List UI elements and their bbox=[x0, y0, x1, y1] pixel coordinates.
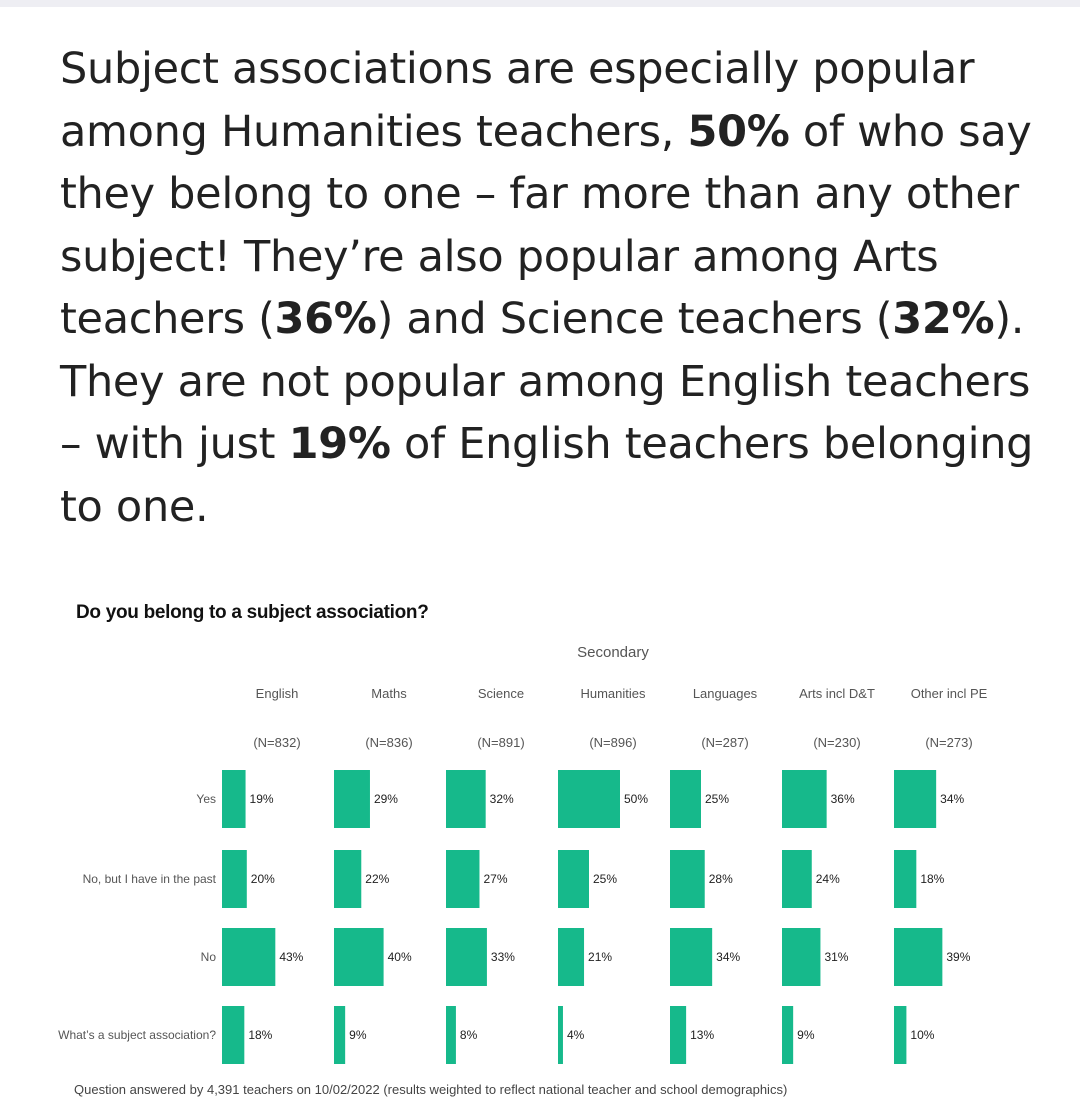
bar-value-label: 32% bbox=[489, 792, 514, 806]
panel-n-label: (N=836) bbox=[365, 735, 413, 750]
row-label: What’s a subject association? bbox=[58, 1028, 216, 1042]
chart-title: Do you belong to a subject association? bbox=[76, 602, 429, 623]
bar bbox=[446, 770, 486, 828]
bar bbox=[894, 850, 916, 908]
bar bbox=[334, 1006, 345, 1064]
bar-value-label: 20% bbox=[250, 872, 275, 886]
bar bbox=[222, 928, 275, 986]
bar-value-label: 19% bbox=[249, 792, 274, 806]
bar bbox=[446, 1006, 456, 1064]
bar-value-label: 29% bbox=[373, 792, 398, 806]
bar bbox=[670, 770, 701, 828]
bar-value-label: 25% bbox=[593, 872, 618, 886]
bar-value-label: 10% bbox=[910, 1028, 935, 1042]
bar-value-label: 50% bbox=[624, 792, 649, 806]
panel-n-label: (N=287) bbox=[701, 735, 749, 750]
bar-value-label: 28% bbox=[708, 872, 733, 886]
bar-value-label: 9% bbox=[797, 1028, 815, 1042]
headline-run: of English teachers belonging to one. bbox=[60, 419, 1034, 532]
bar-value-label: 18% bbox=[920, 872, 945, 886]
bar-value-label: 21% bbox=[588, 950, 613, 964]
bar bbox=[894, 1006, 906, 1064]
headline-highlight: 19% bbox=[288, 419, 391, 469]
bar-value-label: 4% bbox=[566, 1028, 585, 1042]
bar bbox=[782, 770, 827, 828]
bar-value-label: 40% bbox=[387, 950, 412, 964]
panel-header: English bbox=[255, 686, 299, 701]
panel-header: Other incl PE bbox=[910, 686, 988, 701]
bar bbox=[558, 1006, 563, 1064]
bar bbox=[446, 850, 479, 908]
panel-n-label: (N=832) bbox=[253, 735, 301, 750]
headline-run: Subject associations are especially popular among Humanities teachers, bbox=[60, 44, 975, 157]
panel-n-label: (N=896) bbox=[589, 735, 637, 750]
headline-run: of who say they belong to one – far more than any other subject! They’re also popular among Arts teachers ( bbox=[60, 106, 1032, 344]
bar bbox=[782, 850, 812, 908]
bar bbox=[894, 928, 942, 986]
row-label: No bbox=[200, 950, 216, 964]
headline-run: ) and Science teachers ( bbox=[376, 294, 893, 344]
bar bbox=[670, 1006, 686, 1064]
bar bbox=[334, 928, 384, 986]
panel-n-label: (N=273) bbox=[925, 735, 973, 750]
panel-n-label: (N=230) bbox=[813, 735, 861, 750]
bar bbox=[558, 770, 620, 828]
panel-n-label: (N=891) bbox=[477, 735, 525, 750]
row-label: Yes bbox=[196, 792, 216, 806]
panel-header: Maths bbox=[371, 686, 407, 701]
bar bbox=[222, 1006, 244, 1064]
bar bbox=[334, 850, 361, 908]
bar bbox=[222, 850, 247, 908]
headline-run: ). They are not popular among English teachers – with just bbox=[60, 294, 1031, 469]
bar-value-label: 13% bbox=[690, 1028, 715, 1042]
bar bbox=[670, 850, 705, 908]
row-label: No, but I have in the past bbox=[82, 872, 216, 886]
bar-value-label: 34% bbox=[716, 950, 741, 964]
headline-highlight: 36% bbox=[274, 294, 377, 344]
bar-value-label: 8% bbox=[459, 1028, 478, 1042]
bar-value-label: 39% bbox=[946, 950, 971, 964]
bar-value-label: 36% bbox=[830, 792, 855, 806]
panel-header: Humanities bbox=[580, 686, 646, 701]
bar-value-label: 18% bbox=[248, 1028, 273, 1042]
bar bbox=[894, 770, 936, 828]
bar bbox=[446, 928, 487, 986]
bar-value-label: 22% bbox=[365, 872, 390, 886]
bar-value-label: 24% bbox=[815, 872, 840, 886]
bar bbox=[782, 1006, 793, 1064]
bar bbox=[782, 928, 820, 986]
bar bbox=[558, 928, 584, 986]
headline-highlight: 50% bbox=[687, 106, 790, 157]
panel-header: Science bbox=[477, 686, 525, 701]
bar bbox=[558, 850, 589, 908]
panel-header: Languages bbox=[692, 686, 758, 701]
bar bbox=[222, 770, 246, 828]
chart-footnote: Question answered by 4,391 teachers on 10/02/2022 (results weighted to reflect national teacher and school demographics) bbox=[74, 1082, 788, 1097]
bar-value-label: 27% bbox=[483, 872, 508, 886]
bar-value-label: 34% bbox=[940, 792, 965, 806]
bar-value-label: 33% bbox=[490, 950, 515, 964]
bar-value-label: 9% bbox=[349, 1028, 367, 1042]
panel-header: Arts incl D&T bbox=[799, 686, 875, 701]
bar-value-label: 25% bbox=[705, 792, 730, 806]
bar bbox=[334, 770, 370, 828]
group-label: Secondary bbox=[577, 644, 649, 661]
bar bbox=[670, 928, 712, 986]
bar-value-label: 31% bbox=[824, 950, 849, 964]
bar-value-label: 43% bbox=[279, 950, 304, 964]
headline-highlight: 32% bbox=[892, 294, 995, 344]
